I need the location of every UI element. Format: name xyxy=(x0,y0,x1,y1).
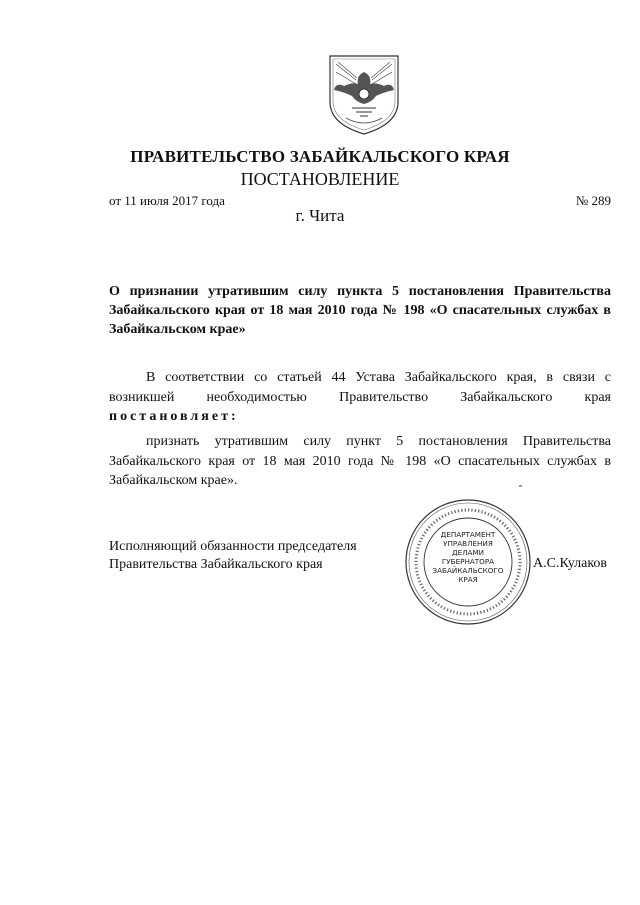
stamp-line: ДЕЛАМИ xyxy=(451,548,485,557)
signatory-position-line1: Исполняющий обязанности председателя xyxy=(109,539,357,554)
document-date: от 11 июля 2017 года xyxy=(109,193,225,208)
signatory-position-line2: Правительства Забайкальского края xyxy=(109,557,323,572)
paragraph-basis xyxy=(109,368,611,427)
signatory-position xyxy=(109,538,357,574)
document-type: ПОСТАНОВЛЕНИЕ xyxy=(240,169,400,189)
paragraph-decision xyxy=(109,432,611,491)
paragraph-basis-text: В соответствии со статьей 44 Устава Забайкальского края, в связи с возникшей необходимостью Правительство Забайкальского края xyxy=(109,370,611,405)
official-stamp xyxy=(403,497,533,627)
paragraph-decision-text: признать утратившим силу пункт 5 постановления Правительства Забайкальского края от 18 мая 2010 года № 198 «О спасательных службах в Забайкальском крае». xyxy=(109,434,611,488)
stamp-line: УПРАВЛЕНИЯ xyxy=(443,539,493,548)
signatory-name: А.С.Кулаков xyxy=(533,556,608,571)
organization-name: ПРАВИТЕЛЬСТВО ЗАБАЙКАЛЬСКОГО КРАЯ xyxy=(130,147,510,166)
stamp-line: ГУБЕРНАТОРА xyxy=(441,557,495,566)
stamp-line: ЗАБАЙКАЛЬСКОГО xyxy=(432,566,504,575)
document-number: № 289 xyxy=(575,193,611,208)
document-title: О признании утратившим силу пункта 5 постановления Правительства Забайкальского края от 18 мая 2010 года № 198 «О спасательных службах в Забайкальском крае» xyxy=(109,284,611,337)
decree-word: постановляет xyxy=(109,409,231,424)
decree-colon: : xyxy=(230,409,236,424)
stamp-line: КРАЯ xyxy=(458,575,478,584)
stamp-line: ДЕПАРТАМЕНТ xyxy=(440,530,496,539)
document-city: г. Чита xyxy=(295,206,345,225)
coat-of-arms-emblem xyxy=(326,52,402,136)
scan-speck xyxy=(519,485,522,487)
